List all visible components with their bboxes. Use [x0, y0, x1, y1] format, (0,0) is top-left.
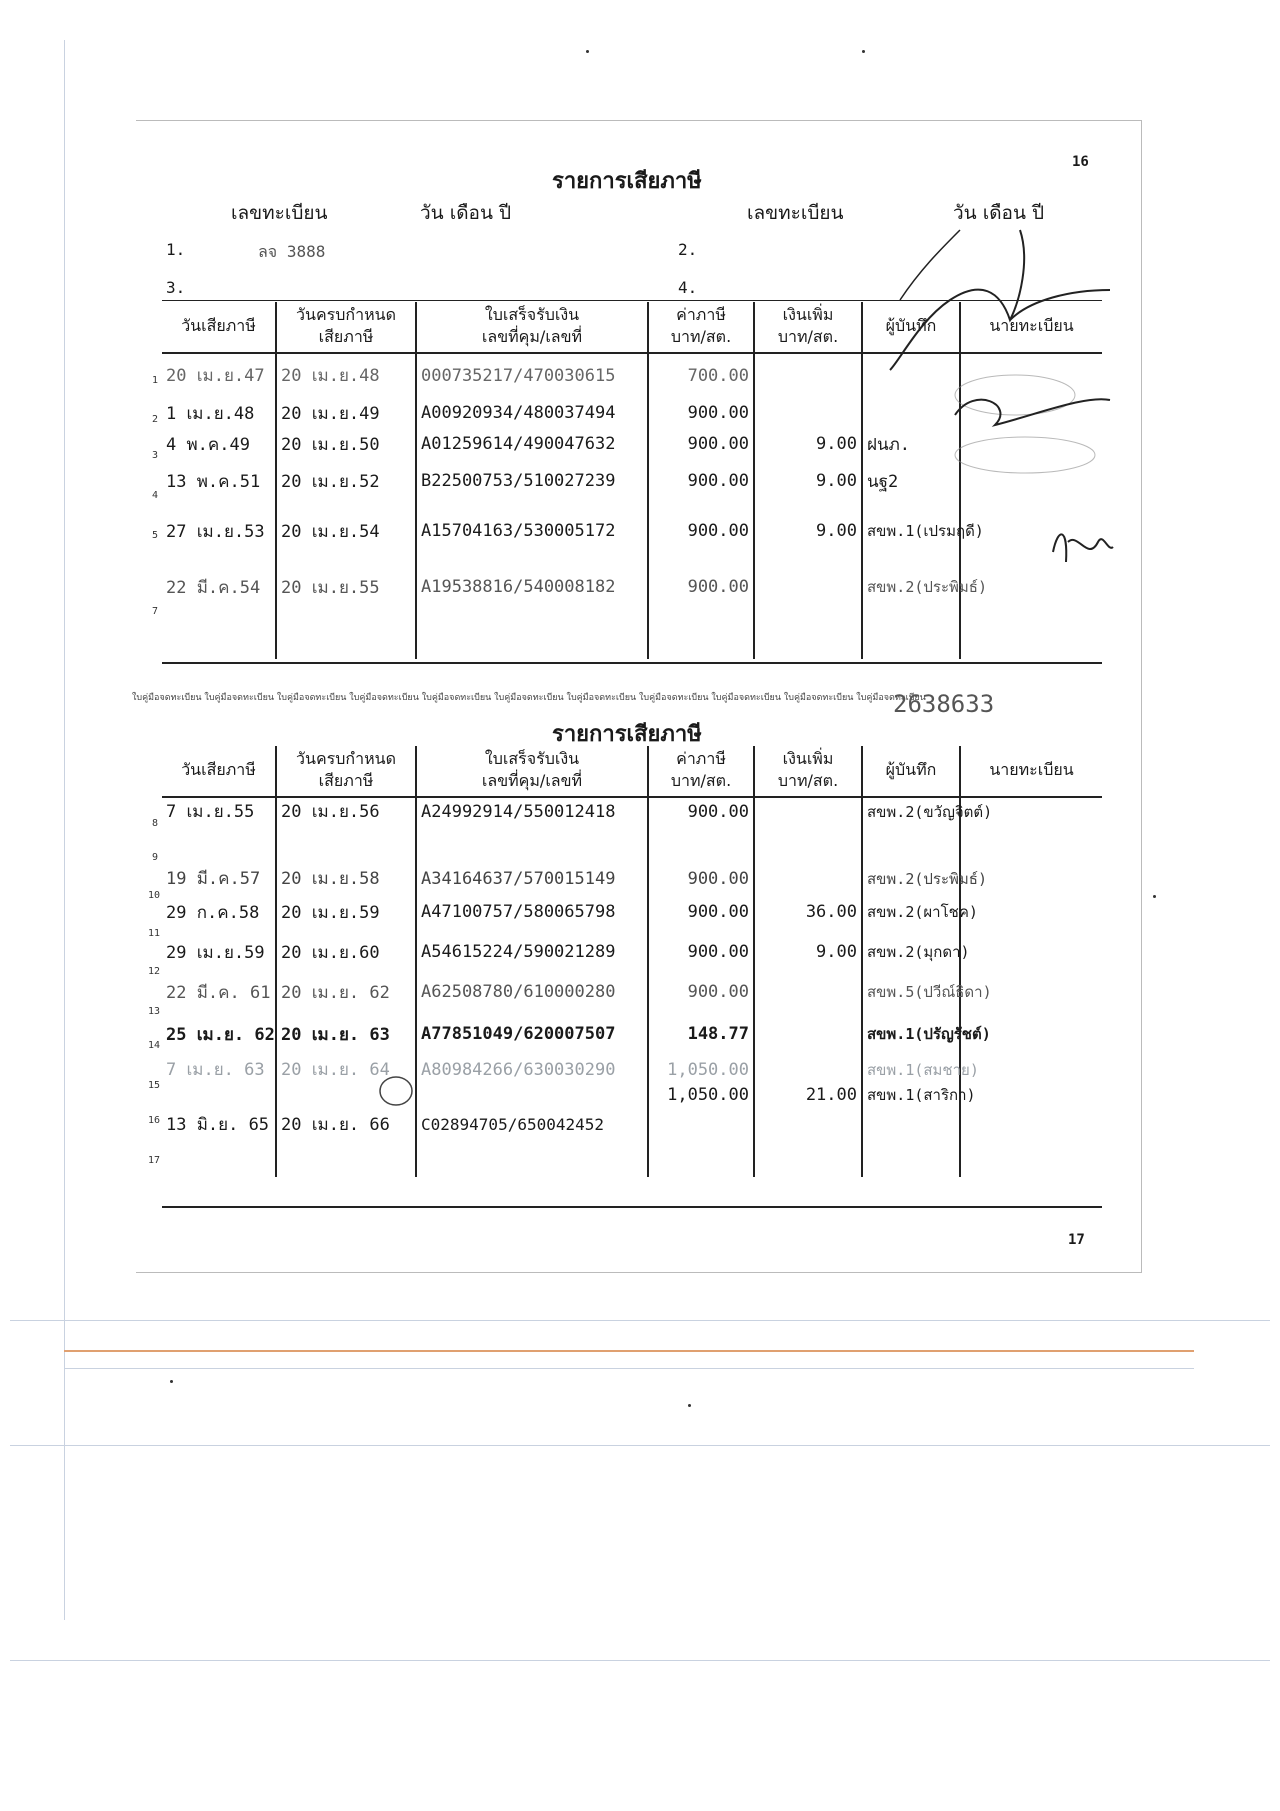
col-tax: ค่าภาษี บาท/สต. — [648, 746, 754, 797]
cell-pay-date: 7 เม.ย. 63 — [166, 1060, 265, 1080]
cell-tax: 900.00 — [648, 972, 754, 1012]
col-registrar: นายทะเบียน — [960, 302, 1102, 353]
cell-tax: 148.77 — [648, 1012, 754, 1056]
cell-receipt — [416, 1083, 648, 1107]
row-index: 12 — [148, 966, 161, 977]
table-row — [162, 972, 1102, 1012]
cell-tax: 900.00 — [648, 892, 754, 932]
cell-receipt: A00920934/480037494 — [416, 397, 648, 429]
row-index: 10 — [148, 890, 161, 901]
cell-tax: 900.00 — [648, 429, 754, 459]
cell-due-date: 20 เม.ย.56 — [276, 797, 416, 825]
speck — [688, 1404, 691, 1407]
col-receipt: ใบเสร็จรับเงิน เลขที่คุม/เลขที่ — [416, 746, 648, 797]
cell-tax: 900.00 — [648, 797, 754, 825]
cell-due-date: 20 เม.ย.52 — [276, 459, 416, 503]
stamp-number: 2638633 — [893, 690, 995, 718]
cell-empty — [162, 1141, 276, 1177]
cell-recorder: สขพ.1(ปรัญรัชต์) — [862, 1012, 960, 1056]
cell-empty — [862, 615, 960, 659]
cell-recorder: สขพ.5(ปวีณ์ธิดา) — [862, 972, 960, 1012]
table-row — [162, 1107, 1102, 1141]
cell-extra: 9.00 — [754, 429, 862, 459]
cell-tax — [648, 825, 754, 865]
cell-extra — [754, 559, 862, 615]
cell-due-date: 20 เม.ย.49 — [276, 397, 416, 429]
cell-receipt: A80984266/630030290 — [416, 1056, 648, 1083]
cell-pay-date: 25 เม.ย. 62 — [166, 1024, 275, 1045]
cell-extra — [754, 797, 862, 825]
cell-extra — [754, 865, 862, 892]
page-number-top: 16 — [1072, 154, 1089, 170]
cell-registrar — [960, 1107, 1102, 1141]
cell-receipt: A54615224/590021289 — [416, 932, 648, 972]
entry-3-no: 3. — [166, 278, 186, 297]
cell-receipt: A62508780/610000280 — [416, 972, 648, 1012]
cell-due-date: 20 เม.ย.54 — [276, 503, 416, 559]
row-index: 5 — [152, 530, 159, 541]
table2-header — [162, 746, 1102, 797]
cell-tax: 900.00 — [648, 865, 754, 892]
cell-tax: 1,050.00 — [648, 1056, 754, 1083]
col-pay-date: วันเสียภาษี — [162, 302, 276, 353]
table-row — [162, 1012, 1102, 1056]
cell-extra — [754, 397, 862, 429]
cell-receipt: C02894705/650042452 — [416, 1107, 648, 1141]
cell-tax: 900.00 — [648, 459, 754, 503]
sheet2-frame-bottom — [136, 1272, 1142, 1273]
row-index: 14 — [148, 1040, 161, 1051]
cell-receipt: A15704163/530005172 — [416, 503, 648, 559]
table-row — [162, 825, 1102, 865]
registrar-stamp — [935, 355, 1115, 465]
reg-label-2: เลขทะเบียน — [747, 202, 844, 224]
col-due-date: วันครบกำหนด เสียภาษี — [276, 746, 416, 797]
sheet1-frame — [136, 120, 1142, 121]
cell-receipt: A24992914/550012418 — [416, 797, 648, 825]
cell-extra: 21.00 — [754, 1083, 862, 1107]
cell-empty — [960, 1141, 1102, 1177]
row-index: 3 — [152, 450, 159, 461]
row-index: 8 — [152, 818, 159, 829]
cell-pay-date: 29 ก.ค.58 — [166, 902, 260, 923]
col-due-date: วันครบกำหนด เสียภาษี — [276, 302, 416, 353]
cell-recorder: สขพ.2(ขวัญจิตต์) — [862, 797, 960, 825]
stub-strip: ใบคู่มือจดทะเบียน ใบคู่มือจดทะเบียน ใบคู่มือจดทะเบียน ใบคู่มือจดทะเบียน ใบคู่มือจดทะเบียน ใบคู่มือจดทะเบียน ใบคู่มือจดทะเบียน ใบคู่มือจดทะเบียน ใบคู่มือจดทะเบียน ใบคู่มือจดทะเบียน ใบคู่มือจดทะเบียน — [132, 693, 926, 703]
cell-empty — [276, 1141, 416, 1177]
cell-receipt: 000735217/470030615 — [416, 353, 648, 397]
cell-recorder: สขพ.2(ผาโชค) — [862, 892, 960, 932]
cell-recorder: สขพ.1(เปรมฤดี) — [862, 503, 960, 559]
speck — [586, 50, 589, 53]
cell-recorder: นฐ2 — [862, 459, 960, 503]
cell-registrar — [960, 1083, 1102, 1107]
cell-pay-date: 22 มี.ค. 61 — [166, 982, 271, 1003]
scan-edge-left — [64, 40, 65, 1620]
row-index: 17 — [148, 1155, 161, 1166]
row-index: 7 — [152, 606, 159, 617]
cell-recorder: ฝนภ. — [862, 429, 960, 459]
speck — [170, 1380, 173, 1383]
cell-pay-date — [162, 825, 276, 865]
date-label-2: วัน เดือน ปี — [953, 202, 1045, 224]
reg-label-1: เลขทะเบียน — [231, 202, 328, 224]
col-pay-date: วันเสียภาษี — [162, 746, 276, 797]
row-index: 4 — [152, 490, 159, 501]
sheet1-title: รายการเสียภาษี — [552, 169, 702, 194]
cell-recorder: สขพ.2(ประพิมธ์) — [862, 559, 960, 615]
cell-receipt: A01259614/490047632 — [416, 429, 648, 459]
cell-recorder: สขพ.2(มุกดา) — [862, 932, 960, 972]
table-row — [162, 503, 1102, 559]
cell-tax: 900.00 — [648, 559, 754, 615]
cell-pay-date: 27 เม.ย.53 — [166, 521, 265, 542]
table2-bottom-rule — [162, 1206, 1102, 1208]
row-index: 9 — [152, 852, 159, 863]
cell-receipt: A77851049/620007507 — [416, 1012, 648, 1056]
cell-extra: 36.00 — [754, 892, 862, 932]
cell-due-date: 20 เม.ย.60 — [276, 932, 416, 972]
table-row — [162, 797, 1102, 825]
col-extra: เงินเพิ่ม บาท/สต. — [754, 302, 862, 353]
cell-tax: 700.00 — [648, 353, 754, 397]
table-row — [162, 1056, 1102, 1083]
cell-due-date: 20 เม.ย.55 — [276, 559, 416, 615]
row-index: 1 — [152, 375, 159, 386]
cell-extra — [754, 972, 862, 1012]
cell-due-date: 20 เม.ย. 66 — [276, 1107, 416, 1141]
col-recorder: ผู้บันทึก — [862, 746, 960, 797]
cell-due-date — [276, 825, 416, 865]
row-index: 16 — [148, 1115, 161, 1126]
cell-empty — [754, 615, 862, 659]
cell-receipt — [416, 825, 648, 865]
cell-due-date: 20 เม.ย.59 — [276, 892, 416, 932]
cell-pay-date: 29 เม.ย.59 — [166, 942, 265, 963]
table-row — [162, 932, 1102, 972]
scan-line-4 — [10, 1660, 1270, 1661]
cell-extra — [754, 825, 862, 865]
entry-1-value: ลจ 3888 — [258, 242, 326, 261]
col-receipt: ใบเสร็จรับเงิน เลขที่คุม/เลขที่ — [416, 302, 648, 353]
entry-4-no: 4. — [678, 278, 698, 297]
table-row — [162, 1083, 1102, 1107]
entry-2-no: 2. — [678, 240, 698, 259]
cell-empty — [754, 1141, 862, 1177]
col-recorder: ผู้บันทึก — [862, 302, 960, 353]
scan-line-orange — [64, 1350, 1194, 1352]
cell-extra: 9.00 — [754, 459, 862, 503]
cell-tax: 1,050.00 — [648, 1083, 754, 1107]
cell-extra — [754, 1107, 862, 1141]
cell-empty — [416, 615, 648, 659]
cell-recorder — [862, 825, 960, 865]
cell-empty — [960, 615, 1102, 659]
cell-pay-date: 13 มิ.ย. 65 — [166, 1114, 270, 1135]
cell-empty — [276, 615, 416, 659]
cell-pay-date: 1 เม.ย.48 — [166, 403, 255, 424]
scan-line-3 — [10, 1445, 1270, 1446]
cell-pay-date: 20 เม.ย.47 — [166, 366, 265, 386]
cell-registrar — [960, 932, 1102, 972]
cell-due-date: 20 เม.ย.48 — [276, 353, 416, 397]
scan-line-1 — [10, 1320, 1270, 1321]
date-label-1: วัน เดือน ปี — [420, 202, 512, 224]
speck — [1153, 895, 1156, 898]
cell-recorder: สขพ.1(สาริกา) — [862, 1083, 960, 1107]
cell-empty — [648, 615, 754, 659]
table-row — [162, 865, 1102, 892]
table1-bottom-rule — [162, 662, 1102, 664]
cell-pay-date: 7 เม.ย.55 — [166, 802, 255, 822]
cell-due-date: 20 เม.ย. 63 — [276, 1012, 416, 1056]
cell-receipt: A34164637/570015149 — [416, 865, 648, 892]
cell-recorder: สขพ.2(ประพิมธ์) — [862, 865, 960, 892]
cell-registrar — [960, 1056, 1102, 1083]
cell-extra: 9.00 — [754, 503, 862, 559]
row-index: 2 — [152, 414, 159, 425]
row-index: 15 — [148, 1080, 161, 1091]
row-index: 11 — [148, 928, 161, 939]
cell-due-date: 20 เม.ย.50 — [276, 429, 416, 459]
entry-1-no: 1. — [166, 240, 186, 259]
table-row — [162, 892, 1102, 932]
sheet2-frame-right — [1141, 705, 1142, 1273]
table-row — [162, 459, 1102, 503]
cell-recorder — [862, 1107, 960, 1141]
cell-pay-date: 13 พ.ค.51 — [166, 471, 261, 492]
table-row — [162, 559, 1102, 615]
circle-mark — [376, 1074, 416, 1108]
scan-line-2 — [64, 1368, 1194, 1369]
cell-tax: 900.00 — [648, 932, 754, 972]
cell-registrar — [960, 892, 1102, 932]
cell-empty — [862, 1141, 960, 1177]
cell-empty — [648, 1141, 754, 1177]
cell-pay-date — [162, 1083, 276, 1107]
cell-empty — [162, 615, 276, 659]
sheet2-title: รายการเสียภาษี — [552, 722, 702, 747]
table-spacer-row — [162, 1141, 1102, 1177]
col-tax: ค่าภาษี บาท/สต. — [648, 302, 754, 353]
cell-pay-date: 19 มี.ค.57 — [166, 869, 261, 889]
cell-tax: 900.00 — [648, 397, 754, 429]
cell-pay-date: 22 มี.ค.54 — [166, 577, 261, 598]
cell-receipt: A19538816/540008182 — [416, 559, 648, 615]
cell-extra: 9.00 — [754, 932, 862, 972]
tax-table-2 — [162, 746, 1102, 1177]
col-extra: เงินเพิ่ม บาท/สต. — [754, 746, 862, 797]
cell-extra — [754, 1056, 862, 1083]
signature-row5 — [1048, 522, 1118, 572]
cell-extra — [754, 353, 862, 397]
speck — [862, 50, 865, 53]
cell-recorder: สขพ.1(สมชาย) — [862, 1056, 960, 1083]
cell-receipt: A47100757/580065798 — [416, 892, 648, 932]
cell-extra — [754, 1012, 862, 1056]
table-spacer-row — [162, 615, 1102, 659]
cell-pay-date: 4 พ.ค.49 — [166, 434, 250, 455]
cell-tax — [648, 1107, 754, 1141]
row-index: 13 — [148, 1006, 161, 1017]
cell-registrar — [960, 825, 1102, 865]
sheet1-frame-right — [1141, 120, 1142, 705]
cell-due-date: 20 เม.ย. 64 — [276, 1056, 416, 1083]
cell-due-date: 20 เม.ย. 62 — [276, 972, 416, 1012]
cell-empty — [416, 1141, 648, 1177]
cell-receipt: B22500753/510027239 — [416, 459, 648, 503]
page-number-bottom: 17 — [1068, 1232, 1085, 1248]
cell-due-date: 20 เม.ย.58 — [276, 865, 416, 892]
cell-tax: 900.00 — [648, 503, 754, 559]
col-registrar: นายทะเบียน — [960, 746, 1102, 797]
